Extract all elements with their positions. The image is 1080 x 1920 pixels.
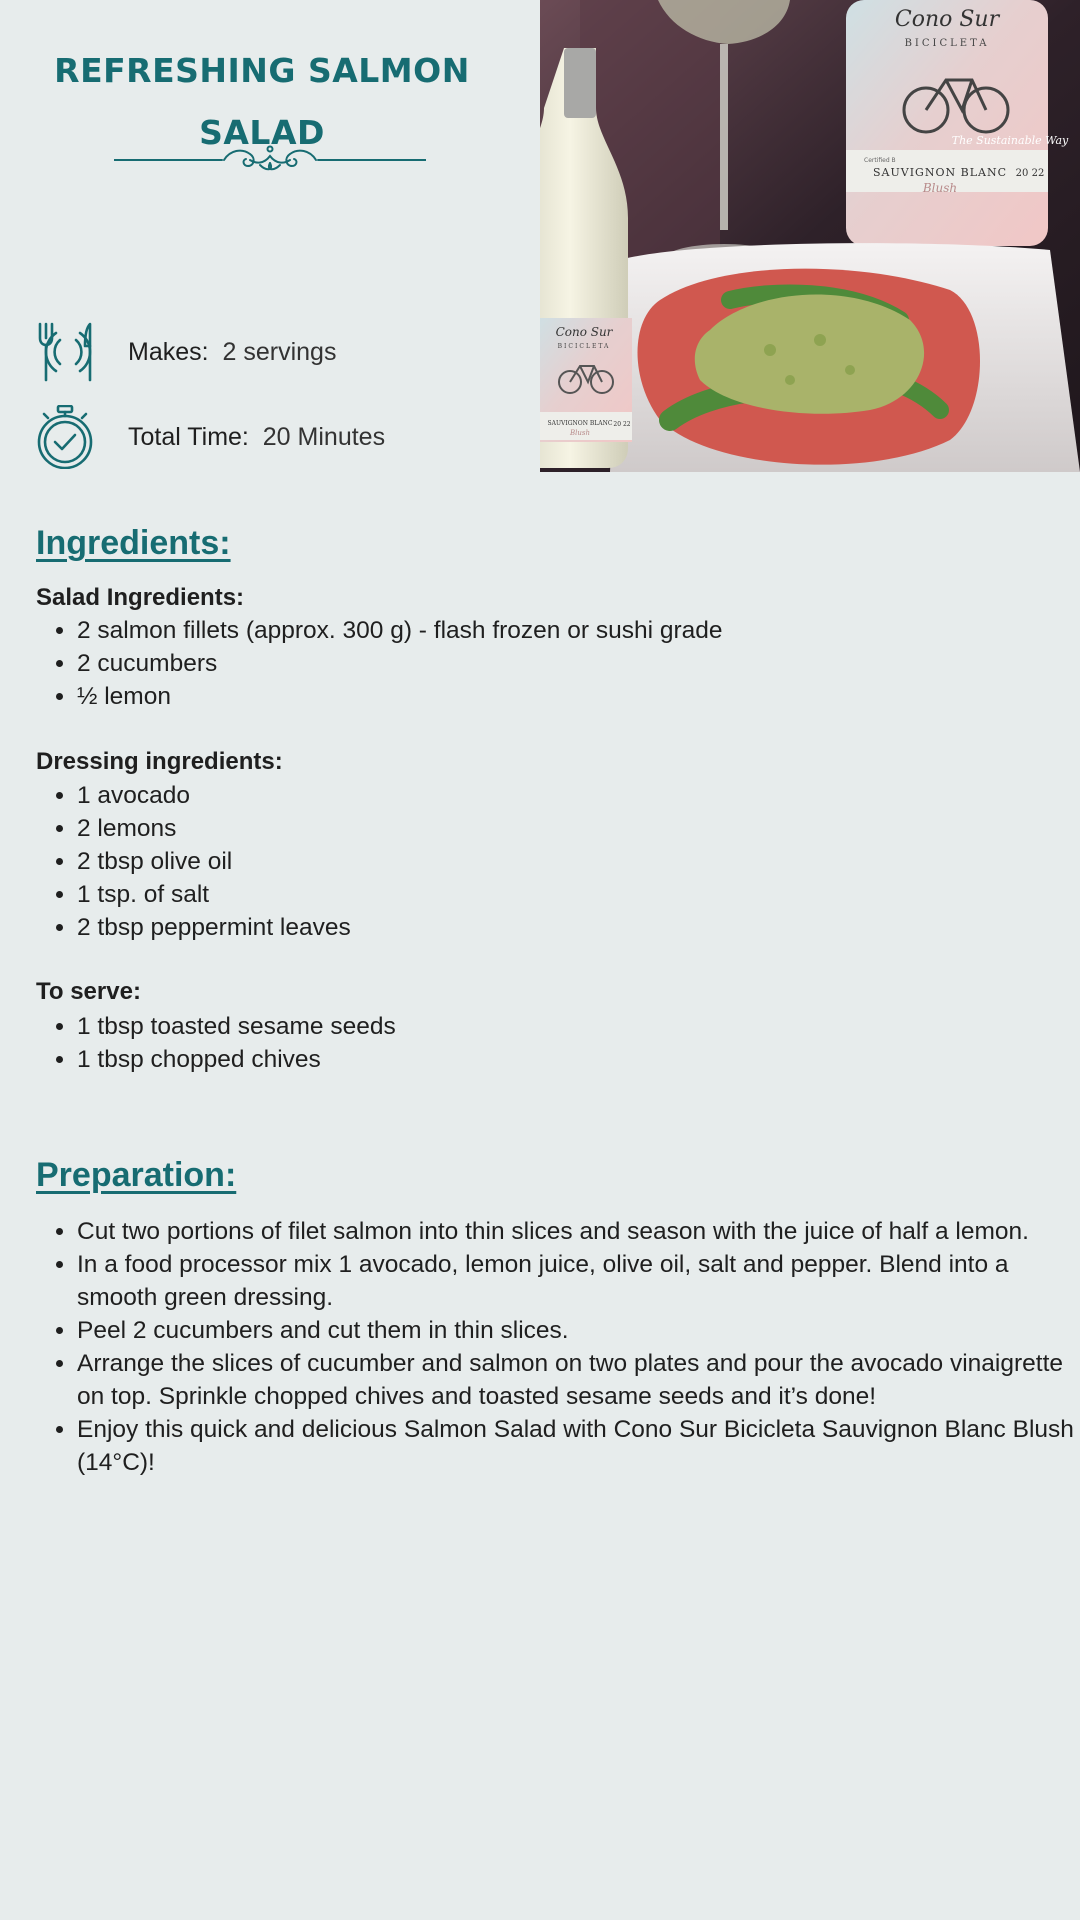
ingredients-heading: Ingredients: <box>36 524 231 562</box>
left-bottle-vintage: 20 22 <box>613 421 631 428</box>
list-item: • 1 tbsp toasted sesame seeds <box>77 1010 396 1043</box>
total-time-row <box>36 405 386 469</box>
servings-row <box>36 320 337 384</box>
list-item: • 1 tbsp chopped chives <box>77 1043 396 1076</box>
list-item: • 2 tbsp olive oil <box>77 845 351 878</box>
flourish-divider-icon <box>114 141 426 177</box>
list-item: • 2 tbsp peppermint leaves <box>77 911 351 944</box>
list-item: • 1 avocado <box>77 779 351 812</box>
list-item: • Enjoy this quick and delicious Salmon Salad with Cono Sur Bicicleta Sauvignon Blanc Blush (14°C)! <box>77 1413 1080 1479</box>
right-bottle-varietal: SAUVIGNON BLANC <box>873 166 1007 179</box>
wine-and-salad-illustration <box>540 0 1080 472</box>
to-serve-list <box>36 1010 396 1076</box>
dressing-ingredients-list <box>36 779 351 944</box>
total-time-label: Total Time: <box>128 422 249 451</box>
left-bottle-line: BICICLETA <box>557 343 611 350</box>
preparation-steps-list <box>36 1215 1080 1479</box>
servings-value: 2 servings <box>222 337 337 366</box>
left-bottle-style: Blush <box>570 429 590 437</box>
right-bottle-line: BICICLETA <box>904 38 990 49</box>
list-item: • Peel 2 cucumbers and cut them in thin slices. <box>77 1314 1080 1347</box>
servings-text <box>128 338 336 367</box>
right-bottle-tagline: The Sustainable Way <box>951 134 1069 147</box>
right-bottle-brand: Cono Sur <box>894 7 1000 32</box>
right-bottle-badge: Certified B <box>864 157 896 164</box>
list-item: • 2 cucumbers <box>77 647 722 680</box>
hero-photo <box>540 0 1080 472</box>
list-item: • 2 salmon fillets (approx. 300 g) - flash frozen or sushi grade <box>77 614 722 647</box>
salad-ingredients-list <box>36 614 722 713</box>
recipe-title: REFRESHING SALMON SALAD <box>54 51 470 152</box>
total-time-value: 20 Minutes <box>262 422 386 451</box>
right-bottle-style: Blush <box>922 181 958 195</box>
right-bottle-vintage: 20 22 <box>1015 168 1045 179</box>
servings-label: Makes: <box>128 337 209 366</box>
to-serve-title: To serve: <box>36 978 141 1005</box>
dressing-ingredients-title: Dressing ingredients: <box>36 748 283 775</box>
stopwatch-icon <box>36 405 94 469</box>
total-time-text <box>128 423 385 452</box>
list-item: • Cut two portions of filet salmon into thin slices and season with the juice of half a lemon. <box>77 1215 1080 1248</box>
list-item: • ½ lemon <box>77 680 722 713</box>
preparation-heading: Preparation: <box>36 1156 237 1194</box>
salad-ingredients-title: Salad Ingredients: <box>36 584 245 611</box>
list-item: • 2 lemons <box>77 812 351 845</box>
left-bottle-brand: Cono Sur <box>555 325 613 339</box>
list-item: • In a food processor mix 1 avocado, lemon juice, olive oil, salt and pepper. Blend into a smooth green dressing. <box>77 1248 1080 1314</box>
plate-fork-knife-icon <box>36 320 94 384</box>
list-item: • 1 tsp. of salt <box>77 878 351 911</box>
list-item: • Arrange the slices of cucumber and salmon on two plates and pour the avocado vinaigrette on top. Sprinkle chopped chives and toasted sesame seeds and it’s done! <box>77 1347 1080 1413</box>
left-bottle-varietal: SAUVIGNON BLANC <box>547 420 613 427</box>
